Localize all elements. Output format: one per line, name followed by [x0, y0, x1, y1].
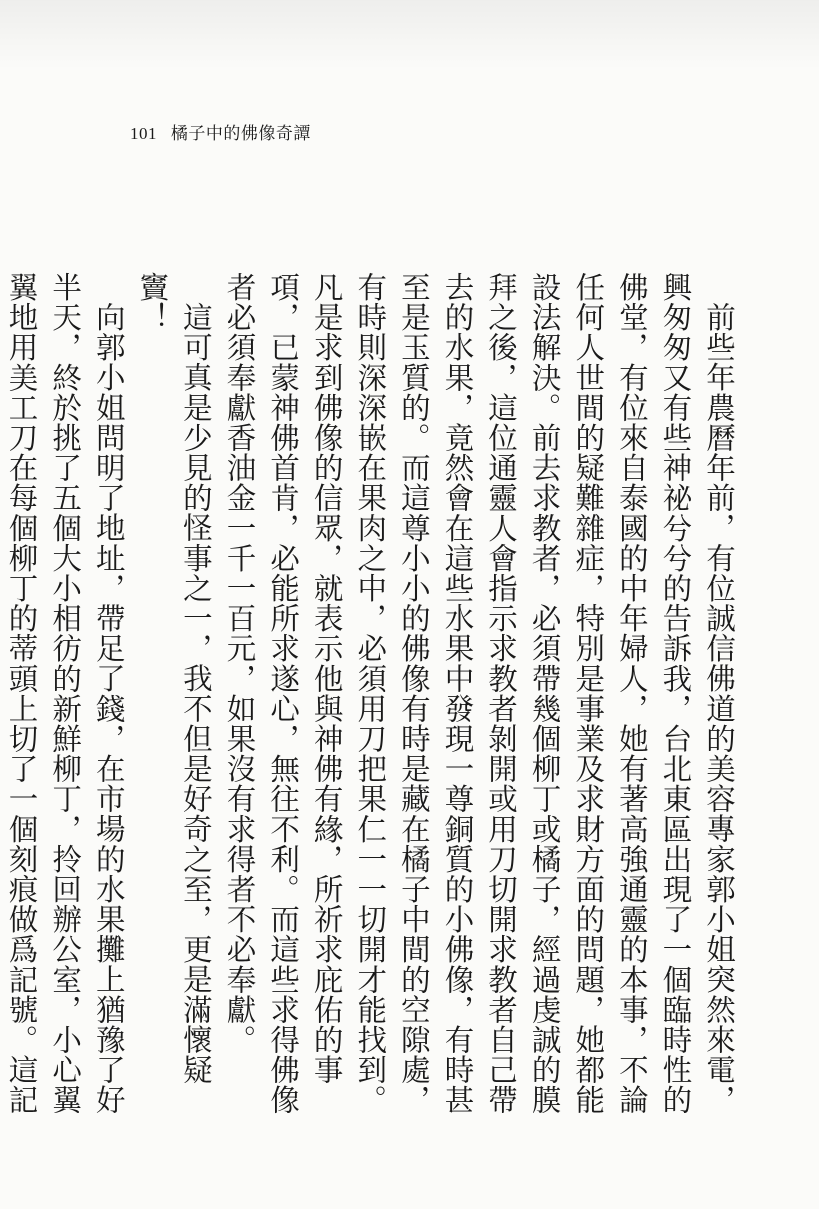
chapter-title: 橘子中的佛像奇譚	[170, 124, 311, 144]
running-head	[130, 119, 311, 144]
page-number: 101	[130, 124, 157, 143]
paragraph-3: 向郭小姐問明了地址，帶足了錢，在市場的水果攤上猶豫了好半天，終於挑了五個大小相彷的新鮮柳丁，拎回辦公室，小心翼翼地用美工刀在每個柳丁的蒂頭上切了一個刻痕做爲記號。這記	[4, 272, 126, 1115]
scan-shadow	[0, 0, 819, 70]
paragraph-2: 這可真是少見的怪事之一，我不但是好奇之至，更是滿懷疑竇！	[135, 272, 213, 1085]
paragraph-1: 前些年農曆年前，有位誠信佛道的美容專家郭小姐突然來電，興匆匆又有些神祕兮兮的告訴我，台北東區出現了一個臨時性的佛堂，有位來自泰國的中年婦人，她有著高強通靈的本事，不論任何人世間的疑難雜症，特別是事業及求財方面的問題，她都能設法解決。前去求教者，必須帶幾個柳丁或橘子，經過虔誠的膜拜之後，這位通靈人會指示求教者剝開或用刀切開求教者自己帶去的水果，竟然會在這些水果中發現一尊銅質的小佛像，有時甚至是玉質的。而這尊小小的佛像有時是藏在橘子中間的空隙處，有時則深深嵌在果肉之中，必須用刀把果仁一一切開才能找到。凡是求到佛像的信眾，就表示他與神佛有緣，所祈求庇佑的事項，已蒙神佛首肯，必能所求遂心，無往不利。而這些求得佛像者必須奉獻香油金一千一百元，如果沒有求得者不必奉獻。	[222, 272, 736, 1115]
body-text	[4, 272, 740, 1132]
